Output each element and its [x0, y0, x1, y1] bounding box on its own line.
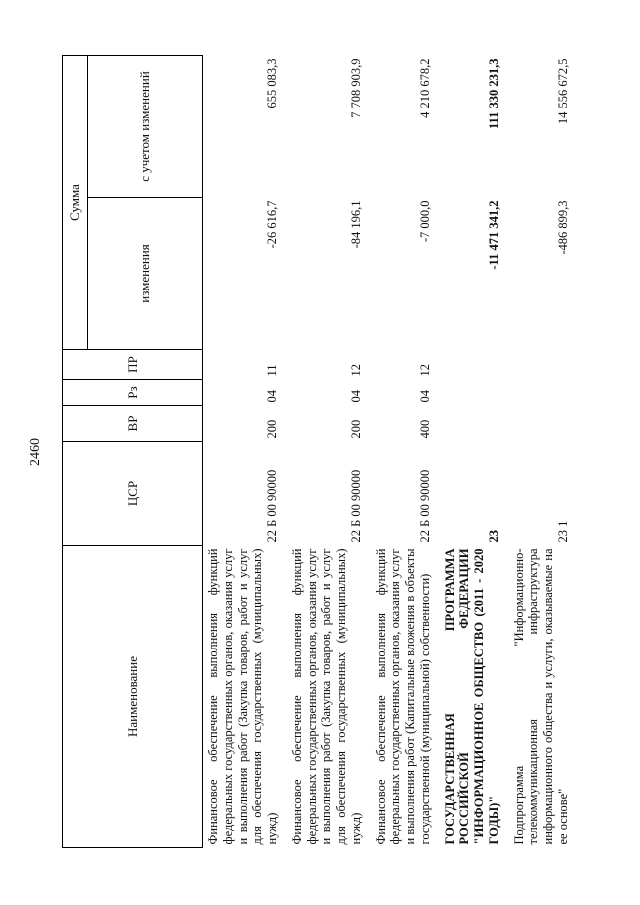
cell-changes: -486 899,3	[555, 200, 570, 255]
header-csr: ЦСР	[63, 442, 203, 546]
cell-vr	[509, 406, 578, 442]
cell-vr	[440, 406, 509, 442]
table-body	[203, 56, 578, 848]
table-row	[287, 56, 371, 848]
cell-name: ГОСУДАРСТВЕННАЯ ПРОГРАММА РОССИЙСКОЙ ФЕДЕРАЦИИ "ИНФОРМАЦИОННОЕ ОБЩЕСТВО (2011 - 2020 ГОДЫ)"	[442, 548, 501, 845]
header-changes: изменения	[88, 198, 203, 350]
cell-vr: 200	[265, 419, 279, 439]
table-row	[203, 56, 287, 848]
cell-csr: 23 1	[555, 520, 570, 543]
header-with-changes: с учетом изменений	[88, 56, 203, 198]
cell-name: Финансовое обеспечение выполнения функций федеральных государственных органов, оказания услуг и выполнения работ (Капитальные вложения в объекты государственной (муниципальной) собственности)	[373, 548, 432, 845]
header-sum: Сумма	[63, 56, 88, 350]
budget-table	[62, 55, 578, 848]
cell-changes: -84 196,1	[348, 200, 363, 249]
cell-rz	[509, 380, 578, 406]
cell-pr: 11	[265, 364, 279, 377]
cell-changes: -7 000,0	[417, 200, 432, 243]
cell-csr: 22 Б 00 90000	[265, 469, 279, 543]
cell-pr	[509, 350, 578, 380]
cell-pr: 12	[348, 364, 363, 377]
cell-rz: 04	[348, 390, 363, 403]
header-vr: ВР	[63, 406, 203, 442]
table-header	[63, 56, 203, 848]
cell-name: Финансовое обеспечение выполнения функций федеральных государственных органов, оказания услуг и выполнения работ (Закупка товаров, работ и услуг для обеспечения государственных (муниципальных) нужд)	[206, 548, 279, 845]
cell-vr: 200	[348, 419, 363, 439]
cell-csr: 23	[486, 530, 501, 543]
cell-rz	[440, 380, 509, 406]
cell-name: Подпрограмма "Информационно-телекоммуникационная инфраструктура информационного общества и услуги, оказываемые на ее основе"	[511, 548, 570, 845]
header-pr: ПР	[63, 350, 203, 380]
cell-with-changes: 655 083,3	[265, 58, 279, 109]
page-number: 2460	[28, 438, 43, 466]
table-row	[371, 56, 440, 848]
cell-with-changes: 111 330 231,3	[486, 58, 501, 129]
cell-with-changes: 14 556 672,5	[555, 58, 570, 125]
cell-changes: -26 616,7	[265, 200, 279, 249]
cell-with-changes: 7 708 903,9	[348, 58, 363, 118]
cell-csr: 22 Б 00 90000	[348, 469, 363, 543]
table-row	[509, 56, 578, 848]
cell-vr: 400	[417, 419, 432, 439]
cell-changes: -11 471 341,2	[486, 200, 501, 270]
header-name: Наименование	[63, 546, 203, 848]
cell-pr	[440, 350, 509, 380]
cell-csr: 22 Б 00 90000	[417, 469, 432, 543]
cell-name: Финансовое обеспечение выполнения функций федеральных государственных органов, оказания услуг и выполнения работ (Закупка товаров, работ и услуг для обеспечения государственных (муниципальных) нужд)	[289, 548, 363, 845]
header-rz: Рз	[63, 380, 203, 406]
table-row	[440, 56, 509, 848]
cell-rz: 04	[265, 390, 279, 403]
cell-with-changes: 4 210 678,2	[417, 58, 432, 118]
rotated-table-container	[62, 56, 618, 848]
cell-rz: 04	[417, 390, 432, 403]
cell-pr: 12	[417, 364, 432, 377]
